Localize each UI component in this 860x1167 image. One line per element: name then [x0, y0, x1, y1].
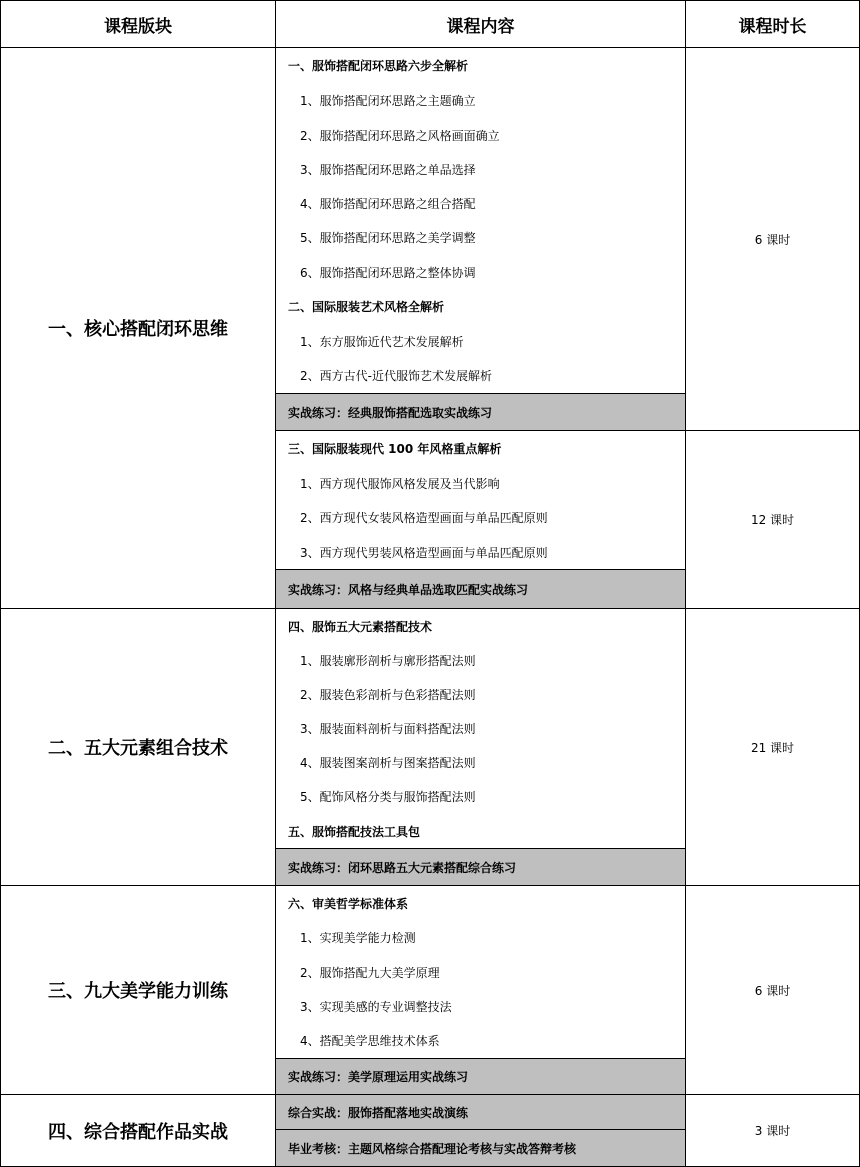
lesson-item: 2、服饰搭配九大美学原理	[300, 965, 440, 980]
lesson-item: 2、服饰搭配闭环思路之风格画面确立	[300, 128, 500, 143]
hours-cell: 6 课时	[686, 886, 860, 1095]
module-title: 一、核心搭配闭环思维	[1, 48, 276, 609]
practice-row: 实战练习：美学原理运用实战练习	[276, 1058, 685, 1094]
header-row	[1, 1, 860, 48]
hours-cell: 21 课时	[686, 609, 860, 886]
lesson-item: 4、服装图案剖析与图案搭配法则	[300, 755, 476, 770]
module-title: 三、九大美学能力训练	[1, 886, 276, 1095]
section-heading: 一、服饰搭配闭环思路六步全解析	[288, 59, 469, 73]
section-heading: 六、审美哲学标准体系	[288, 896, 409, 911]
header-hours: 课程时长	[686, 1, 860, 48]
section-heading: 三、国际服装现代 100 年风格重点解析	[288, 442, 502, 456]
lesson-item: 3、服装面料剖析与面料搭配法则	[300, 721, 476, 736]
module-title: 四、综合搭配作品实战	[1, 1095, 276, 1167]
section-heading: 四、服饰五大元素搭配技术	[288, 619, 433, 634]
lesson-item: 1、服饰搭配闭环思路之主题确立	[300, 94, 476, 108]
hours-cell: 12 课时	[686, 431, 860, 609]
lesson-item: 5、服饰搭配闭环思路之美学调整	[300, 231, 476, 245]
practice-row: 实战练习：风格与经典单品选取匹配实战练习	[276, 569, 685, 608]
content-cell	[276, 431, 686, 609]
course-row	[1, 609, 860, 886]
content-cell	[276, 886, 686, 1095]
content-cell	[276, 609, 686, 886]
lesson-item: 3、服饰搭配闭环思路之单品选择	[300, 162, 476, 177]
header-content: 课程内容	[276, 1, 686, 48]
content-cell	[276, 1095, 686, 1167]
hours-cell: 6 课时	[686, 48, 860, 431]
lesson-item: 1、东方服饰近代艺术发展解析	[300, 334, 464, 349]
section-heading: 二、国际服装艺术风格全解析	[288, 300, 445, 314]
lesson-item: 2、西方现代女装风格造型画面与单品匹配原则	[300, 511, 548, 525]
module-title: 二、五大元素组合技术	[1, 609, 276, 886]
lesson-item: 5、配饰风格分类与服饰搭配法则	[300, 790, 476, 804]
lesson-item: 2、服装色彩剖析与色彩搭配法则	[300, 687, 476, 702]
lesson-item: 2、西方古代-近代服饰艺术发展解析	[300, 369, 492, 383]
lesson-item: 3、西方现代男装风格造型画面与单品匹配原则	[300, 545, 548, 560]
lesson-item: 1、西方现代服饰风格发展及当代影响	[300, 476, 500, 491]
lesson-item: 3、实现美感的专业调整技法	[300, 999, 452, 1014]
course-row	[1, 886, 860, 1095]
lesson-item: 1、服装廓形剖析与廓形搭配法则	[300, 653, 476, 668]
practice-row: 综合实战：服饰搭配落地实战演练	[276, 1095, 685, 1129]
practice-row: 实战练习：闭环思路五大元素搭配综合练习	[276, 848, 685, 885]
content-cell	[276, 48, 686, 431]
lesson-item: 1、实现美学能力检测	[300, 931, 416, 945]
course-row	[1, 48, 860, 431]
practice-row: 毕业考核：主题风格综合搭配理论考核与实战答辩考核	[276, 1129, 685, 1166]
hours-cell: 3 课时	[686, 1095, 860, 1167]
practice-row: 实战练习：经典服饰搭配选取实战练习	[276, 393, 685, 430]
section-heading: 五、服饰搭配技法工具包	[288, 824, 421, 839]
lesson-item: 4、搭配美学思维技术体系	[300, 1034, 440, 1048]
lesson-item: 4、服饰搭配闭环思路之组合搭配	[300, 196, 476, 211]
course-row	[1, 1095, 860, 1167]
lesson-item: 6、服饰搭配闭环思路之整体协调	[300, 265, 476, 280]
header-module: 课程版块	[1, 1, 276, 48]
